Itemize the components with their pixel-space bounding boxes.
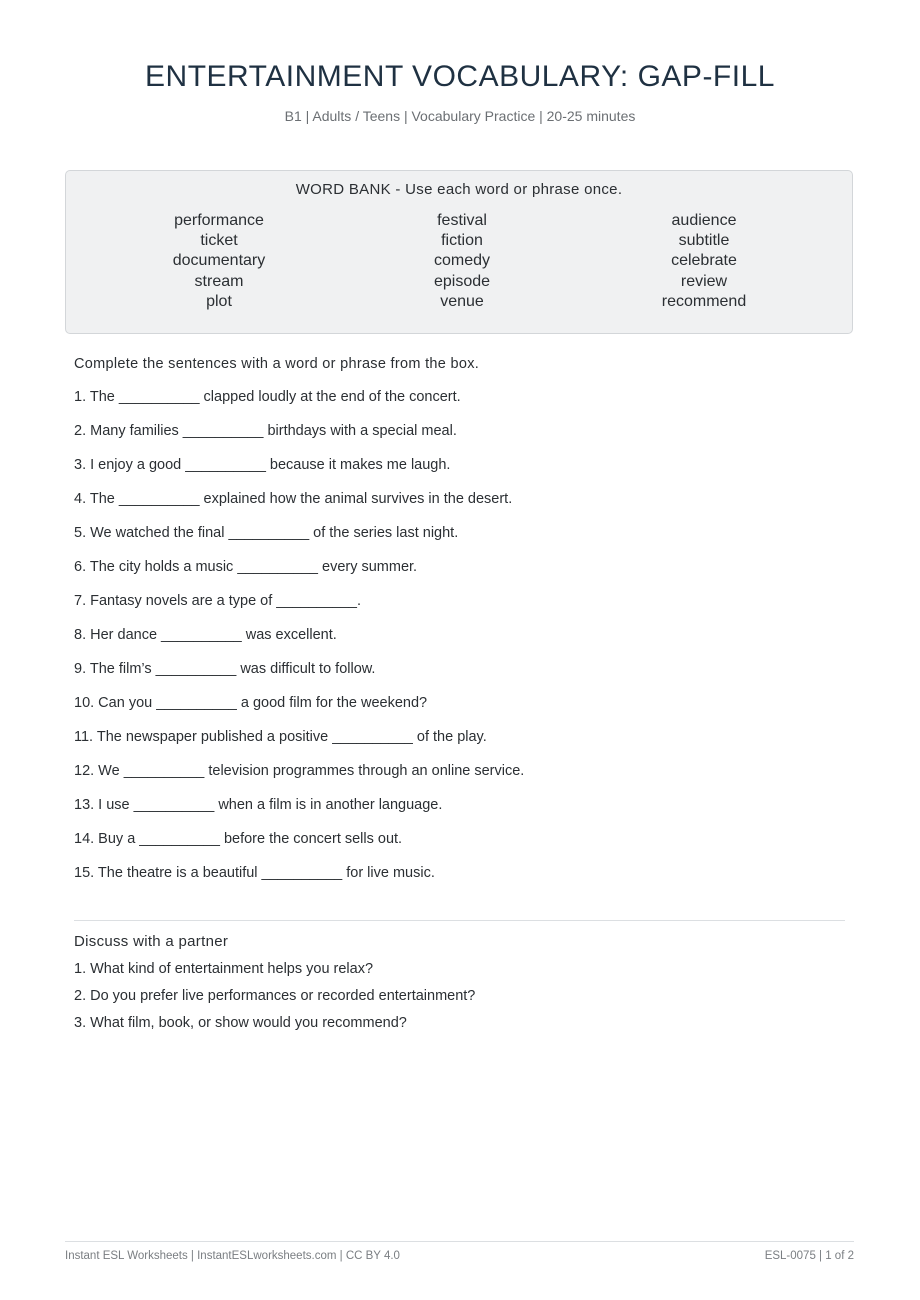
exercise-item: 8. Her dance __________ was excellent. <box>74 627 337 643</box>
discussion-question: 3. What film, book, or show would you recommend? <box>74 1015 407 1031</box>
word-bank-heading: WORD BANK - Use each word or phrase once. <box>295 181 623 198</box>
page-subtitle: B1 | Adults / Teens | Vocabulary Practice | 20-25 minutes <box>284 108 636 124</box>
exercise-item: 5. We watched the final __________ of the series last night. <box>74 525 459 541</box>
exercise-item: 3. I enjoy a good __________ because it makes me laugh. <box>74 457 451 473</box>
footer-divider <box>65 1241 854 1242</box>
word-bank-word: venue <box>440 292 484 310</box>
word-bank-word: documentary <box>172 252 266 270</box>
word-bank-word: recommend <box>661 292 747 310</box>
exercise-instructions: Complete the sentences with a word or phrase from the box. <box>74 356 480 372</box>
discussion-question: 1. What kind of entertainment helps you relax? <box>74 961 374 977</box>
exercise-item: 15. The theatre is a beautiful __________ for live music. <box>74 865 435 881</box>
page-title: ENTERTAINMENT VOCABULARY: GAP-FILL <box>145 60 775 93</box>
discussion-list <box>74 961 475 1042</box>
discussion-heading: Discuss with a partner <box>74 933 229 950</box>
word-bank-word: celebrate <box>671 252 737 270</box>
exercise-item: 6. The city holds a music __________ every summer. <box>74 559 418 575</box>
word-bank-word: plot <box>206 292 232 310</box>
section-divider <box>74 920 845 921</box>
exercise-item: 10. Can you __________ a good film for the weekend? <box>74 695 428 711</box>
exercise-item: 7. Fantasy novels are a type of __________. <box>74 593 361 609</box>
exercise-item: 11. The newspaper published a positive __________ of the play. <box>74 729 487 745</box>
footer-credit: Instant ESL Worksheets | InstantESLworksheets.com | CC BY 4.0 <box>65 1250 400 1262</box>
exercise-item: 1. The __________ clapped loudly at the end of the concert. <box>74 389 461 405</box>
word-bank-word: episode <box>433 272 491 290</box>
word-bank-word: fiction <box>441 232 483 250</box>
word-bank-column-1 <box>99 211 339 312</box>
footer-page-number: ESL-0075 | 1 of 2 <box>764 1250 854 1262</box>
word-bank <box>65 170 853 334</box>
exercise-item: 9. The film’s __________ was difficult to follow. <box>74 661 376 677</box>
exercise-item: 4. The __________ explained how the animal survives in the desert. <box>74 491 513 507</box>
word-bank-word: festival <box>437 212 487 229</box>
word-bank-column-2 <box>342 211 582 312</box>
exercise-item: 12. We __________ television programmes through an online service. <box>74 763 525 779</box>
word-bank-word: performance <box>174 212 264 229</box>
word-bank-column-3 <box>584 211 824 312</box>
exercise-item: 13. I use __________ when a film is in another language. <box>74 797 443 813</box>
word-bank-word: stream <box>194 272 244 290</box>
exercise-list <box>74 389 524 899</box>
word-bank-word: ticket <box>200 232 238 250</box>
discussion-question: 2. Do you prefer live performances or recorded entertainment? <box>74 988 476 1004</box>
exercise-item: 2. Many families __________ birthdays with a special meal. <box>74 423 457 439</box>
word-bank-word: subtitle <box>678 232 730 250</box>
exercise-item: 14. Buy a __________ before the concert sells out. <box>74 831 403 847</box>
word-bank-word: audience <box>671 212 737 229</box>
word-bank-word: review <box>680 272 728 290</box>
word-bank-word: comedy <box>433 252 491 270</box>
